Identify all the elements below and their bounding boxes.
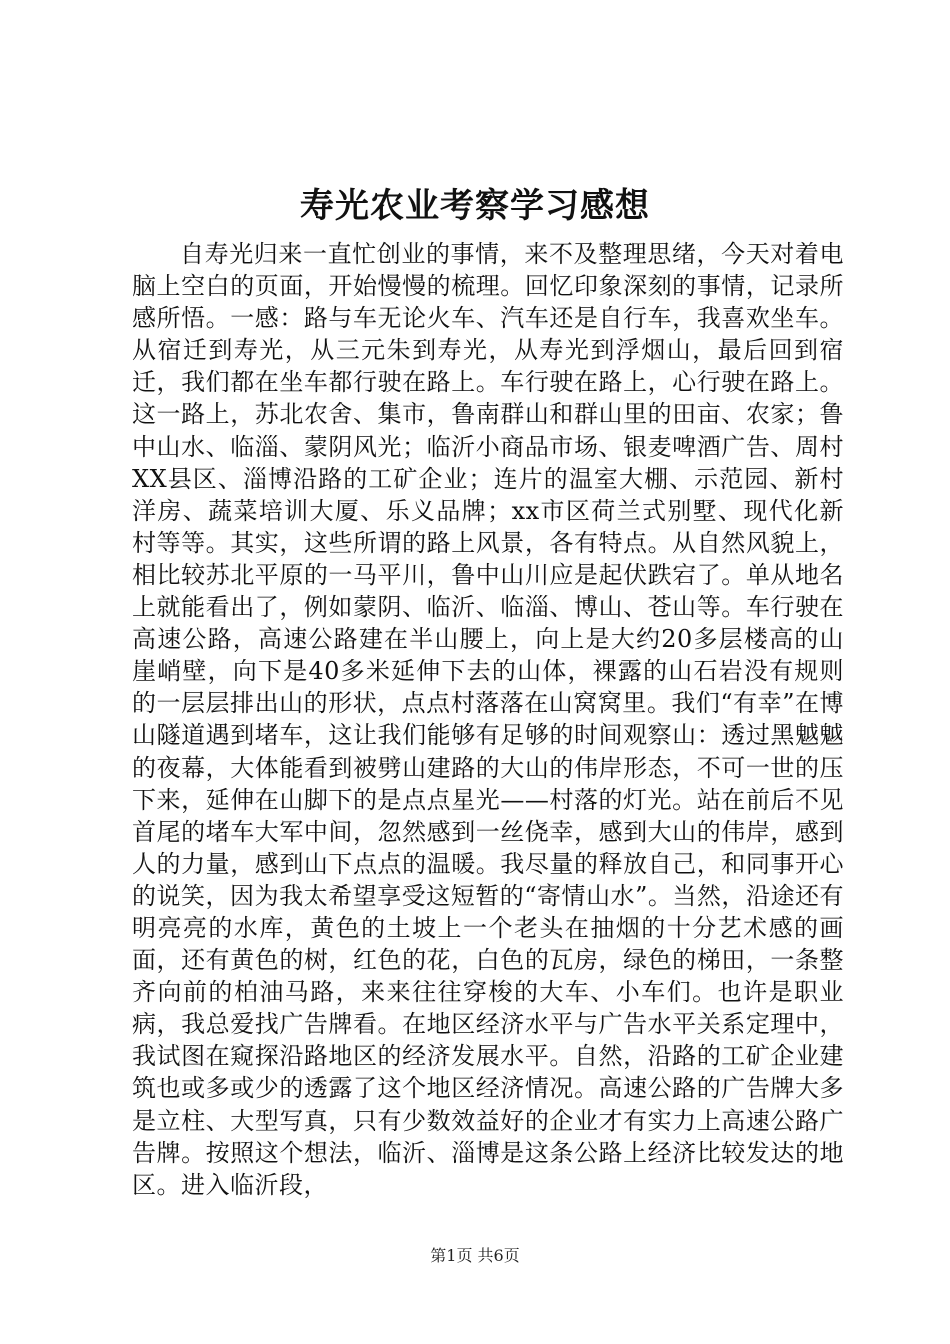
document-title: 寿光农业考察学习感想 — [300, 186, 650, 226]
body-paragraph: 自寿光归来一直忙创业的事情，来不及整理思绪，今天对着电脑上空白的页面，开始慢慢的梳理。回忆印象深刻的事情，记录所感所悟。一感：路与车无论火车、汽车还是自行车，我喜欢坐车。从宿迁到寿光，从三元朱到寿光，从寿光到浮烟山，最后回到宿迁，我们都在坐车都行驶在路上。车行驶在路上，心行驶在路上。这一路上，苏北农舍、集市，鲁南群山和群山里的田亩、农家；鲁中山水、临淄、蒙阴风光；临沂小商品市场、银麦啤酒广告、周村XX县区、淄博沿路的工矿企业；连片的温室大棚、示范园、新村洋房、蔬菜培训大厦、乐义品牌；xx市区荷兰式别墅、现代化新村等等。其实，这些所谓的路上风景，各有特点。从自然风貌上，相比较苏北平原的一马平川，鲁中山川应是起伏跌宕了。单从地名上就能看出了，例如蒙阴、临沂、临淄、博山、苍山等。车行驶在高速公路，高速公路建在半山腰上，向上是大约20多层楼高的山崖峭壁，向下是40多米延伸下去的山体，裸露的山石岩没有规则的一层层排出山的形状，点点村落落在山窝窝里。我们“有幸”在博山隧道遇到堵车，这让我们能够有足够的时间观察山：透过黑魆魆的夜幕，大体能看到被劈山建路的大山的伟岸形态，不可一世的压下来，延伸在山脚下的是点点星光——村落的灯光。站在前后不见首尾的堵车大军中间，忽然感到一丝侥幸，感到大山的伟岸，感到人的力量，感到山下点点的温暖。我尽量的释放自己，和同事开心的说笑，因为我太希望享受这短暂的“寄情山水”。当然，沿途还有明亮亮的水库，黄色的土坡上一个老头在抽烟的十分艺术感的画面，还有黄色的树，红色的花，白色的瓦房，绿色的梯田，一条整齐向前的柏油马路，来来往往穿梭的大车、小车们。也许是职业病，我总爱找广告牌看。在地区经济水平与广告水平关系定理中，我试图在窥探沿路地区的经济发展水平。自然，沿路的工矿企业建筑也或多或少的透露了这个地区经济情况。高速公路的广告牌大多是立柱、大型写真，只有少数效益好的企业才有实力上高速公路广告牌。按照这个想法，临沂、淄博是这条公路上经济比较发达的地区。进入临沂段， — [132, 240, 844, 1199]
page-footer: 第1页 共6页 — [430, 1246, 520, 1265]
